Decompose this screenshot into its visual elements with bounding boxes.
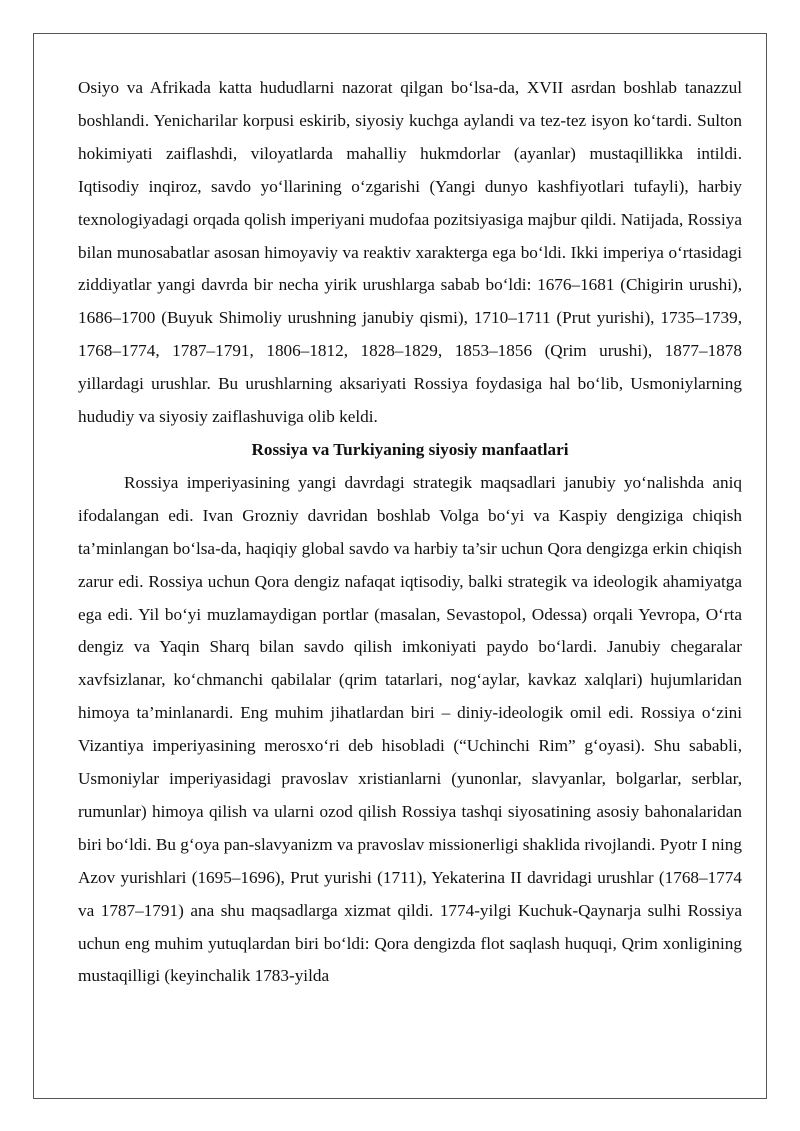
paragraph: Rossiya imperiyasining yangi davrdagi strategik maqsadlari janubiy yo‘nalishda aniq ifodalangan edi. Ivan Grozniy davridan boshlab Volga bo‘yi va Kaspiy dengiziga chiqish ta’minlangan bo‘lsa-da, haqiqiy global savdo va harbiy ta’sir uchun Qora dengizga erkin chiqish zarur edi. Rossiya uchun Qora dengiz nafaqat iqtisodiy, balki strategik va ideologik ahamiyatga ega edi. Yil bo‘yi muzlamaydigan portlar (masalan, Sevastopol, Odessa) orqali Yevropa, O‘rta dengiz va Yaqin Sharq bilan savdo qilish imkoniyati paydo bo‘lardi. Janubiy chegaralar xavfsizlanar, ko‘chmanchi qabilalar (qrim tatarlari, nog‘aylar, kavkaz xalqlari) hujumlaridan himoya ta’minlanardi. Eng muhim jihatlardan biri – diniy-ideologik omil edi. Rossiya o‘zini Vizantiya imperiyasining merosxo‘ri deb hisobladi (“Uchinchi Rim” g‘oyasi). Shu sababli, Usmoniylar imperiyasidagi pravoslav xristianlarni (yunonlar, slavyanlar, bolgarlar, serblar, rumunlar) himoya qilish va ularni ozod qilish Rossiya tashqi siyosatining asosiy bahonalaridan biri bo‘ldi. Bu g‘oya pan-slavyanizm va pravoslav missionerligi shaklida rivojlandi. Pyotr I ning Azov yurishlari (1695–1696), Prut yurishi (1711), Yekaterina II davridagi urushlar (1768–1774 va 1787–1791) ana shu maqsadlarga xizmat qildi. 1774-yilgi Kuchuk-Qaynarja sulhi Rossiya uchun eng muhim yutuqlardan biri bo‘ldi: Qora dengizda flot saqlash huquqi, Qrim xonligining mustaqilligi (keyinchalik 1783-yilda [78, 472, 742, 986]
section-heading: Rossiya va Turkiyaning siyosiy manfaatlari [251, 439, 569, 459]
paragraph-continued: Osiyo va Afrikada katta hududlarni nazorat qilgan bo‘lsa-da, XVII asrdan boshlab tanazzul boshlandi. Yenicharilar korpusi eskirib, siyosiy kuchga aylandi va tez-tez isyon ko‘tardi. Sulton hokimiyati zaiflashdi, viloyatlarda mahalliy hukmdorlar (ayanlar) mustaqillikka intildi. Iqtisodiy inqiroz, savdo yo‘llarining o‘zgarishi (Yangi dunyo kashfiyotlari tufayli), harbiy texnologiyadagi orqada qolish imperiyani mudofaa pozitsiyasiga majbur qildi. Natijada, Rossiya bilan munosabatlar asosan himoyaviy va reaktiv xarakterga ega bo‘ldi. Ikki imperiya o‘rtasidagi ziddiyatlar yangi davrda bir necha yirik urushlarga sabab bo‘ldi: 1676–1681 (Chigirin urushi), 1686–1700 (Buyuk Shimoliy urushning janubiy qismi), 1710–1711 (Prut yurishi), 1735–1739, 1768–1774, 1787–1791, 1806–1812, 1828–1829, 1853–1856 (Qrim urushi), 1877–1878 yillardagi urushlar. Bu urushlarning aksariyati Rossiya foydasiga hal bo‘lib, Usmoniylarning hududiy va siyosiy zaiflashuviga olib keldi. [78, 78, 742, 427]
document-body [78, 72, 742, 993]
